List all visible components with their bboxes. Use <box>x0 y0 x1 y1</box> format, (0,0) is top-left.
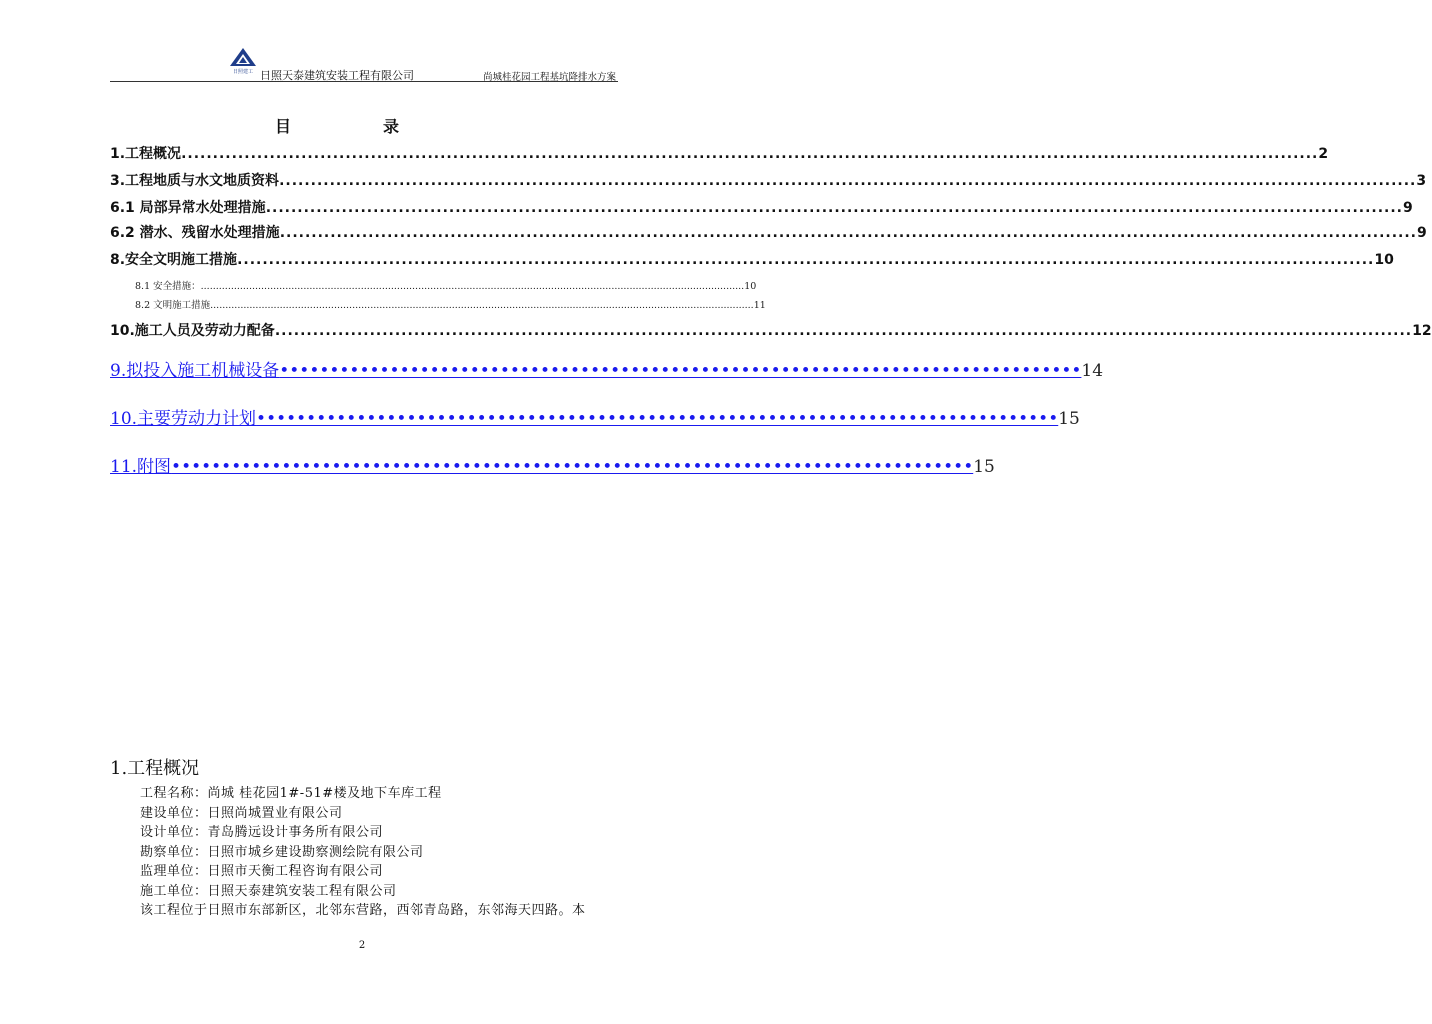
toc-link-label[interactable]: 10.主要劳动力计划 <box>110 409 257 429</box>
toc-leader: .................................................................................................................................................................................... <box>181 146 1319 162</box>
toc-entry-page: 2 <box>1318 146 1329 162</box>
toc-leader: .................................................................................................................................................................................... <box>210 300 754 311</box>
toc-leader: •••••••••••••••••••••••••••••••••••••••••••••••••••••••••••••••••••••••••••••••• <box>256 409 1059 429</box>
company-logo <box>228 46 258 74</box>
toc-entry-label: 8.安全文明施工措施 <box>110 252 238 268</box>
toc-link[interactable] <box>110 356 1104 381</box>
body-line: 施工单位：日照天泰建筑安装工程有限公司 <box>140 883 397 899</box>
document-title: 尚城桂花园工程基坑降排水方案 <box>482 72 616 83</box>
toc-entry-page: 10 <box>1374 252 1394 268</box>
body-line: 工程名称：尚城 桂花园1#-51#楼及地下车库工程 <box>140 786 442 801</box>
toc-leader: .................................................................................................................................................................................... <box>274 323 1413 339</box>
logo-text: 日照建工 <box>232 69 254 75</box>
body-line: 勘察单位：日照市城乡建设勘察测绘院有限公司 <box>140 844 424 860</box>
toc-entry[interactable] <box>110 249 1394 269</box>
section-heading: 1.工程概况 <box>110 758 200 779</box>
toc-leader: .................................................................................................................................................................................... <box>265 200 1403 216</box>
body-line: 设计单位：青岛腾远设计事务所有限公司 <box>140 825 384 840</box>
toc-title-left: 目 <box>275 117 292 136</box>
toc-sub-entry[interactable] <box>135 297 766 311</box>
body-line: 建设单位：日照尚城置业有限公司 <box>140 805 343 821</box>
toc-entry-label: 8.1 安全措施： <box>135 281 201 292</box>
toc-leader: •••••••••••••••••••••••••••••••••••••••••••••••••••••••••••••••••••••••••••••••• <box>171 457 974 477</box>
toc-entry-page: 9 <box>1403 200 1413 216</box>
toc-entry-page: 9 <box>1417 225 1427 241</box>
body-line: 该工程位于日照市东部新区，北邻东营路，西邻青岛路，东邻海天四路。本 <box>140 903 586 918</box>
toc-link-page: 15 <box>973 457 995 477</box>
page-number: 2 <box>358 940 366 951</box>
toc-title-right: 录 <box>383 117 400 136</box>
toc-leader: .................................................................................................................................................................................... <box>279 225 1417 241</box>
toc-link-label[interactable]: 11.附图 <box>110 457 172 477</box>
toc-entry[interactable] <box>110 222 1427 242</box>
toc-entry-label: 6.2 潜水、残留水处理措施 <box>110 225 280 241</box>
toc-entry-label: 10.施工人员及劳动力配备 <box>110 323 275 339</box>
toc-leader: .................................................................................................................................................................................... <box>237 252 1375 268</box>
toc-sub-entry[interactable] <box>135 278 757 292</box>
header-rule <box>110 81 618 82</box>
toc-entry[interactable] <box>110 197 1413 217</box>
toc-entry-page: 11 <box>753 300 766 311</box>
toc-link[interactable] <box>110 404 1080 429</box>
toc-leader: •••••••••••••••••••••••••••••••••••••••••••••••••••••••••••••••••••••••••••••••• <box>279 361 1082 381</box>
toc-entry-page: 10 <box>744 281 757 292</box>
toc-entry[interactable] <box>110 170 1427 190</box>
page-header <box>110 42 618 82</box>
toc-entry-label: 8.2 文明施工措施 <box>135 300 211 311</box>
toc-leader: .................................................................................................................................................................................... <box>279 173 1417 189</box>
toc-entry[interactable] <box>110 143 1329 163</box>
toc-link-label[interactable]: 9.拟投入施工机械设备 <box>110 361 280 381</box>
company-name: 日照天泰建筑安装工程有限公司 <box>260 69 414 82</box>
section-body <box>140 784 620 921</box>
toc-entry-label: 6.1 局部异常水处理措施 <box>110 200 266 216</box>
toc-link-page: 14 <box>1081 361 1104 381</box>
body-line: 监理单位：日照市天衡工程咨询有限公司 <box>140 864 384 879</box>
toc-entry-label: 3.工程地质与水文地质资料 <box>110 173 280 189</box>
toc-leader: .................................................................................................................................................................................... <box>200 281 745 292</box>
toc-entry-page: 3 <box>1416 173 1427 189</box>
toc-link-page: 15 <box>1058 409 1080 429</box>
toc-entry-page: 12 <box>1412 323 1432 339</box>
toc-entry[interactable] <box>110 320 1432 340</box>
toc-link[interactable] <box>110 452 995 477</box>
toc-entry-label: 1.工程概况 <box>110 146 182 162</box>
